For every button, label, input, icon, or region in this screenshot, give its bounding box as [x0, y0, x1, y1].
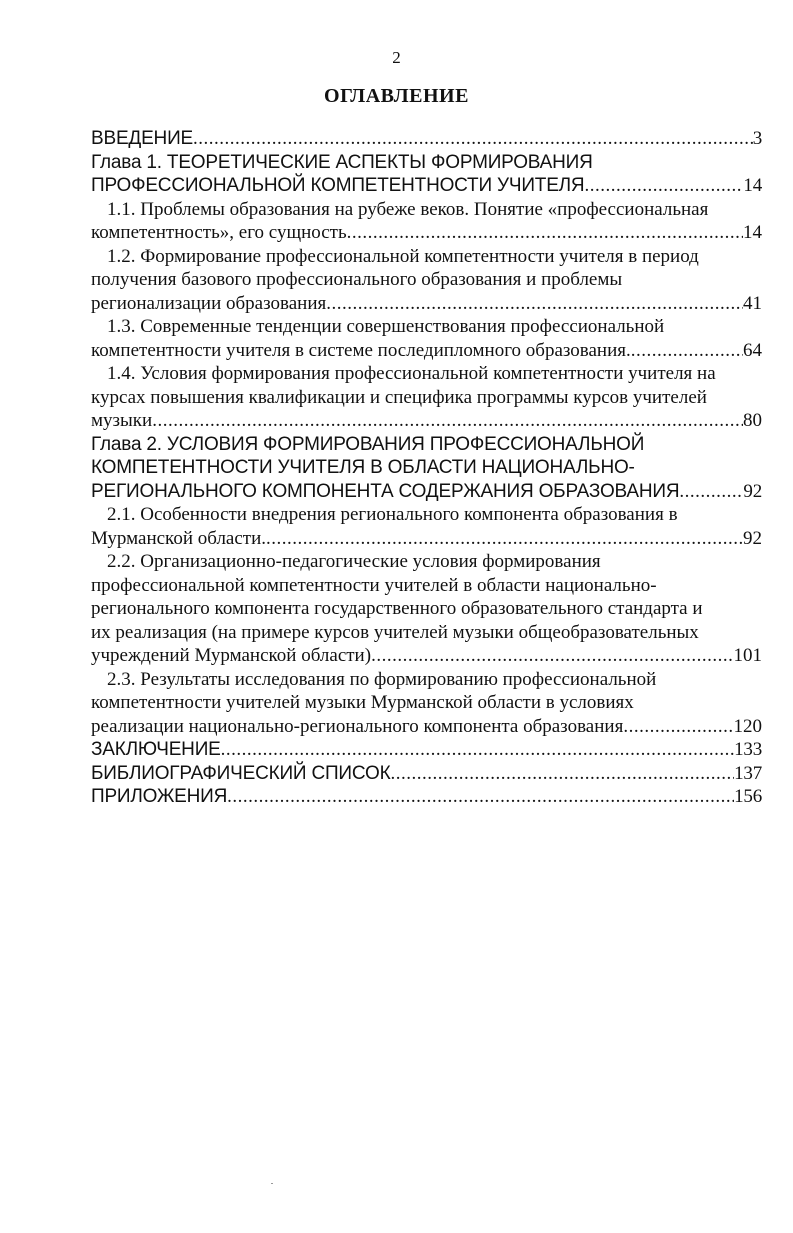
toc-entry-text: 1.1. Проблемы образования на рубеже веков. Понятие «профессиональная: [107, 198, 709, 220]
toc-entry-text: Глава 1. ТЕОРЕТИЧЕСКИЕ АСПЕКТЫ ФОРМИРОВАНИЯ: [91, 151, 593, 173]
toc-entry-text: 1.3. Современные тенденции совершенствования профессиональной: [107, 316, 665, 337]
toc-leader-dots: [371, 644, 733, 668]
toc-entry-text: Мурманской области.: [91, 527, 267, 549]
toc-page-number: 14: [743, 222, 762, 243]
scan-speck: [271, 1183, 273, 1184]
toc-entry-section-1-1[interactable]: [91, 198, 762, 245]
toc-leader-dots: [623, 715, 733, 739]
toc-entry-text: ПРОФЕССИОНАЛЬНОЙ КОМПЕТЕНТНОСТИ УЧИТЕЛЯ: [91, 175, 585, 196]
toc-entry-section-1-4[interactable]: [91, 362, 762, 433]
toc-entry-section-2-1[interactable]: [91, 503, 762, 550]
toc-page-number: 101: [733, 645, 762, 666]
toc-page-number: 41: [743, 292, 762, 314]
toc-entry-text: КОМПЕТЕНТНОСТИ УЧИТЕЛЯ В ОБЛАСТИ НАЦИОНАЛЬНО-: [91, 457, 635, 478]
toc-entry-intro[interactable]: [91, 127, 762, 151]
toc-leader-dots: [152, 409, 743, 433]
toc-entry-text: ВВЕДЕНИЕ: [91, 128, 194, 149]
toc-page-number: 92: [743, 527, 762, 549]
toc-entry-text: учреждений Мурманской области): [91, 645, 372, 666]
toc-entry-text: ПРИЛОЖЕНИЯ: [91, 786, 228, 807]
toc-leader-dots: [631, 339, 743, 363]
toc-entry-text: регионализации образования: [91, 292, 327, 314]
toc-entry-chapter-2[interactable]: [91, 433, 762, 504]
toc-entry-appendices[interactable]: [91, 785, 762, 809]
toc-entry-text: 1.2. Формирование профессиональной компетентности учителя в период: [107, 245, 699, 267]
table-of-contents: [91, 127, 762, 809]
toc-page-number: 137: [734, 762, 762, 784]
toc-entry-conclusion[interactable]: [91, 738, 762, 762]
toc-entry-text: профессиональной компетентности учителей в области национально-: [91, 574, 657, 596]
toc-entry-section-2-3[interactable]: [91, 668, 762, 739]
toc-entry-text: 2.3. Результаты исследования по формированию профессиональной: [107, 668, 657, 690]
toc-entry-text: компетентности учителей музыки Мурманской области в условиях: [91, 692, 634, 713]
toc-entry-text: ЗАКЛЮЧЕНИЕ: [91, 739, 221, 760]
toc-entry-text: музыки: [91, 410, 153, 431]
toc-page-number: 80: [743, 410, 762, 431]
toc-page-number: 92: [743, 480, 762, 502]
toc-entry-text: их реализация (на примере курсов учителей музыки общеобразовательных: [91, 621, 699, 643]
toc-entry-text: компетентность», его сущность: [91, 222, 347, 243]
page-title: ОГЛАВЛЕНИЕ: [324, 85, 469, 107]
toc-entry-text: 2.1. Особенности внедрения регионального компонента образования в: [107, 504, 678, 525]
toc-entry-text: РЕГИОНАЛЬНОГО КОМПОНЕНТА СОДЕРЖАНИЯ ОБРАЗОВАНИЯ: [91, 480, 680, 502]
toc-leader-dots: [584, 174, 743, 198]
toc-entry-text: реализации национально-регионального компонента образования: [91, 715, 624, 737]
toc-entry-text: компетентности учителя в системе последипломного образования.: [91, 339, 631, 361]
toc-leader-dots: [266, 527, 743, 551]
toc-entry-chapter-1[interactable]: [91, 151, 762, 198]
toc-leader-dots: [227, 785, 734, 809]
toc-entry-text: 1.4. Условия формирования профессиональной компетентности учителя на: [107, 363, 716, 384]
toc-leader-dots: [679, 480, 743, 504]
toc-page-number: 64: [743, 339, 762, 361]
toc-page-number: 14: [743, 175, 762, 196]
toc-page-number: 120: [733, 715, 762, 737]
toc-leader-dots: [390, 762, 734, 786]
toc-entry-text: Глава 2. УСЛОВИЯ ФОРМИРОВАНИЯ ПРОФЕССИОНАЛЬНОЙ: [91, 433, 645, 455]
toc-leader-dots: [347, 221, 743, 245]
toc-entry-text: курсах повышения квалификации и специфика программы курсов учителей: [91, 386, 707, 408]
toc-page-number: 3: [752, 128, 762, 149]
page-number: 2: [392, 48, 401, 67]
toc-entry-section-1-3[interactable]: [91, 315, 762, 362]
toc-entry-bibliography[interactable]: [91, 762, 762, 786]
toc-entry-text: получения базового профессионального образования и проблемы: [91, 269, 623, 290]
toc-entry-text: 2.2. Организационно-педагогические условия формирования: [107, 551, 601, 572]
toc-leader-dots: [326, 292, 743, 316]
toc-entry-text: регионального компонента государственного образовательного стандарта и: [91, 598, 703, 619]
toc-entry-section-1-2[interactable]: [91, 245, 762, 316]
toc-entry-text: БИБЛИОГРАФИЧЕСКИЙ СПИСОК: [91, 762, 391, 784]
toc-page-number: 156: [734, 786, 762, 807]
toc-page-number: 133: [734, 739, 762, 760]
toc-entry-section-2-2[interactable]: [91, 550, 762, 668]
toc-leader-dots: [221, 738, 734, 762]
toc-leader-dots: [193, 127, 753, 151]
